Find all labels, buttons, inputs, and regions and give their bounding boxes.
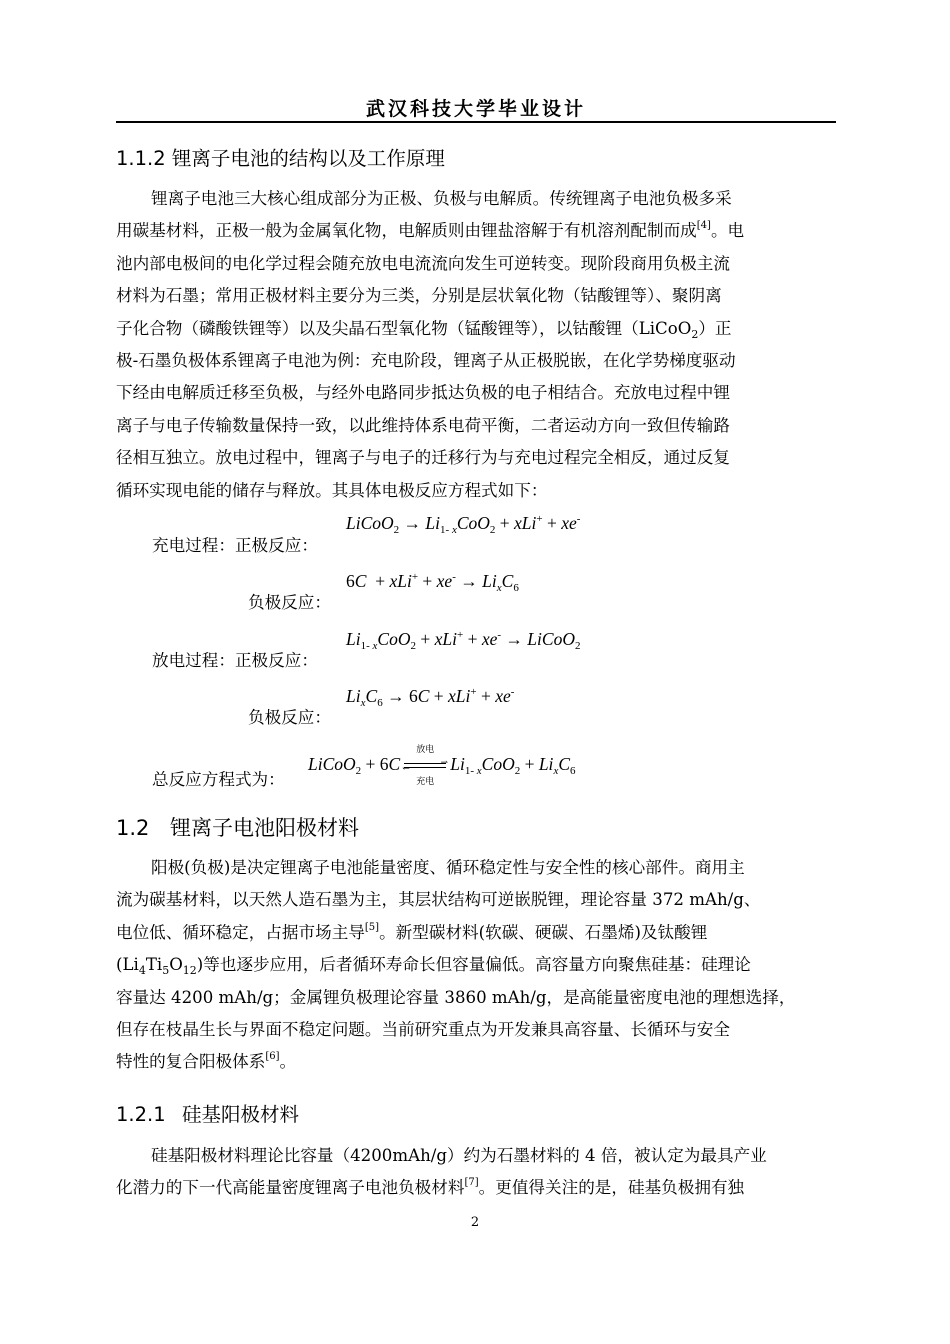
header-rule [116, 121, 836, 123]
equation-total: LiCoO$_2$ + 6C 放电 ⇀ ↽ 充电 $Li_{1- x}CoO_2 + Li_xC_6$ [308, 744, 576, 787]
charge-negative-label: 负极反应： [248, 593, 331, 612]
text-line: 离子与电子传输数量保持一致，以此维持体系电荷平衡，二者运动方向一致但传输路 [116, 415, 730, 435]
section-heading-1-2: 1.2 锂离子电池阳极材料 [116, 816, 359, 840]
total-reaction-label: 总反应方程式为： [152, 770, 285, 789]
text-line: 阳极(负极)是决定锂离子电池能量密度、循环稳定性与安全性的核心部件。商用主 [151, 858, 745, 877]
section-heading-1-1-2: 1.1.2 锂离子电池的结构以及工作原理 [116, 147, 445, 170]
paragraph-silicon [116, 1140, 838, 1205]
text-line: 循环实现电能的储存与释放。其具体电极反应方程式如下： [116, 480, 548, 500]
equation-charge-negative: $6C + xLi^+ + xe^- \to Li_xC_6$ [346, 571, 519, 594]
equilibrium-arrow-icon: 放电 ⇀ ↽ 充电 [402, 744, 449, 787]
text-line: $(Li_4Ti_5O_{12})$等也逐步应用，后者循环寿命长但容量偏低。高容量方向聚焦硅基：硅理论 [116, 955, 751, 978]
discharge-negative-label: 负极反应： [248, 708, 331, 727]
text-line: 下经由电解质迁移至负极，与经外电路同步抵达负极的电子相结合。充放电过程中锂 [116, 383, 730, 403]
text-line: 特性的复合阳极体系[6]。 [116, 1051, 297, 1072]
text-line: 硅基阳极材料理论比容量（4200mAh/g）约为石墨材料的 4 倍，被认定为最具产业 [151, 1146, 767, 1165]
citation-ref: [7] [464, 1177, 479, 1189]
text-line: 但存在枝晶生长与界面不稳定问题。当前研究重点为开发兼具高容量、长循环与安全 [116, 1019, 730, 1039]
citation-ref: [6] [265, 1051, 280, 1063]
text-line: 径相互独立。放电过程中，锂离子与电子的迁移行为与充电过程完全相反，通过反复 [116, 448, 730, 468]
text-line: 电位低、循环稳定，占据市场主导[5]。新型碳材料(软碳、硬碳、石墨烯)及钛酸锂 [116, 921, 708, 942]
text-line: 材料为石墨；常用正极材料主要分为三类，分别是层状氧化物（钴酸锂等）、聚阴离 [116, 286, 722, 306]
equation-discharge-negative: $Li_xC_6 \to 6C + xLi^+ + xe^-$ [346, 686, 515, 709]
paragraph-structure [116, 183, 838, 507]
text-line: 用碳基材料，正极一般为金属氧化物，电解质则由锂盐溶解于有机溶剂配制而成[4]。电 [116, 220, 745, 241]
page-header-title: 武汉科技大学毕业设计 [365, 98, 586, 120]
section-heading-1-2-1: 1.2.1 硅基阳极材料 [116, 1103, 300, 1126]
citation-ref: [5] [364, 921, 380, 933]
text-line: 容量达 4200 mAh/g；金属锂负极理论容量 3860 mAh/g，是高能量密度电池的理想选择， [116, 987, 796, 1007]
text-line: 锂离子电池三大核心组成部分为正极、负极与电解质。传统锂离子电池负极多采 [151, 189, 732, 208]
paragraph-anode [116, 852, 838, 1079]
discharge-positive-label: 放电过程：正极反应： [152, 651, 318, 670]
text-line: 池内部电极间的电化学过程会随充放电电流流向发生可逆转变。现阶段商用负极主流 [116, 253, 730, 273]
page-number: 2 [470, 1215, 480, 1230]
equation-discharge-positive: $Li_{1- x}CoO_2 + xLi^+ + xe^-$ → LiCoO$_2$ [346, 629, 581, 652]
equation-charge-positive: LiCoO$_2$ → $Li_{1- x}CoO_2 + xLi^+ + xe^-$ [346, 513, 581, 536]
text-line: 化潜力的下一代高能量密度锂离子电池负极材料[7]。更值得关注的是，硅基负极拥有独 [116, 1177, 745, 1198]
charge-positive-label: 充电过程：正极反应： [152, 536, 318, 555]
citation-ref: [4] [696, 220, 711, 232]
text-line: 流为碳基材料，以天然人造石墨为主，其层状结构可逆嵌脱锂，理论容量 372 mAh/g、 [116, 890, 761, 910]
text-line: 子化合物（磷酸铁锂等）以及尖晶石型氧化物（锰酸锂等），以钴酸锂（LiCoO$_2$）正 [116, 318, 732, 341]
text-line: 极-石墨负极体系锂离子电池为例：充电阶段，锂离子从正极脱嵌，在化学势梯度驱动 [116, 350, 736, 370]
